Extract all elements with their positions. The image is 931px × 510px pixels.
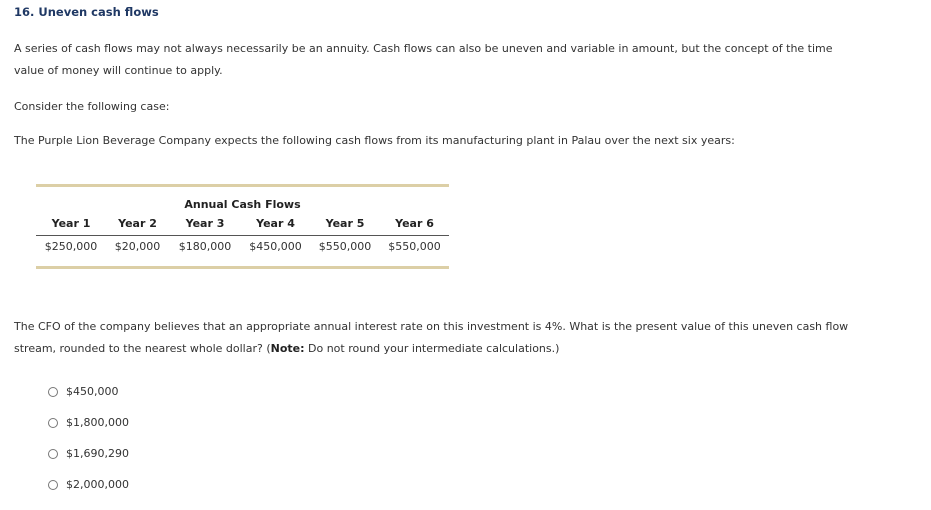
consider-paragraph: Consider the following case: (14, 100, 170, 113)
table-header-row (36, 213, 449, 236)
table-top-bar (36, 184, 449, 187)
answer-option[interactable] (48, 407, 129, 438)
question-title: 16. Uneven cash flows (14, 5, 159, 19)
intro-paragraph: A series of cash flows may not always necessarily be an annuity. Cash flows can also be uneven and variable in amount, but the concept of the time value of money will continue to apply. (14, 42, 833, 77)
note-text: Do not round your intermediate calculations.) (304, 342, 560, 355)
table-caption: Annual Cash Flows (184, 198, 301, 211)
value-year-5: $550,000 (318, 240, 372, 253)
header-year-2: Year 2 (118, 217, 157, 230)
header-year-4: Year 4 (256, 217, 295, 230)
header-year-3: Year 3 (185, 217, 225, 230)
header-year-1: Year 1 (51, 217, 91, 230)
value-year-6: $550,000 (388, 240, 441, 253)
value-year-2: $20,000 (114, 240, 161, 253)
answer-option[interactable] (48, 469, 129, 500)
option-label: $450,000 (66, 385, 119, 398)
table-data-row (36, 236, 449, 258)
option-label: $2,000,000 (66, 478, 129, 491)
value-year-1: $250,000 (44, 240, 98, 253)
header-year-5: Year 5 (325, 217, 365, 230)
company-statement: The Purple Lion Beverage Company expects the following cash flows from its manufacturing plant in Palau over the next six years: (14, 134, 735, 147)
answer-option[interactable] (48, 438, 129, 469)
note-label: Note: (270, 342, 305, 355)
question-prompt (14, 316, 854, 360)
answer-option[interactable] (48, 376, 129, 407)
table-bottom-bar (36, 266, 449, 269)
answer-options (48, 376, 129, 500)
value-year-4: $450,000 (249, 240, 302, 253)
radio-button[interactable] (48, 449, 58, 459)
option-label: $1,690,290 (66, 447, 129, 460)
cash-flow-table (36, 184, 449, 269)
value-year-3: $180,000 (178, 240, 232, 253)
radio-button[interactable] (48, 387, 58, 397)
radio-button[interactable] (48, 480, 58, 490)
option-label: $1,800,000 (66, 416, 129, 429)
prompt-main-text: The CFO of the company believes that an appropriate annual interest rate on this investment is 4%. What is the present value of this uneven cash flow stream, rounded to the nearest whole dollar? ( (14, 320, 849, 355)
header-year-6: Year 6 (395, 217, 434, 230)
radio-button[interactable] (48, 418, 58, 428)
